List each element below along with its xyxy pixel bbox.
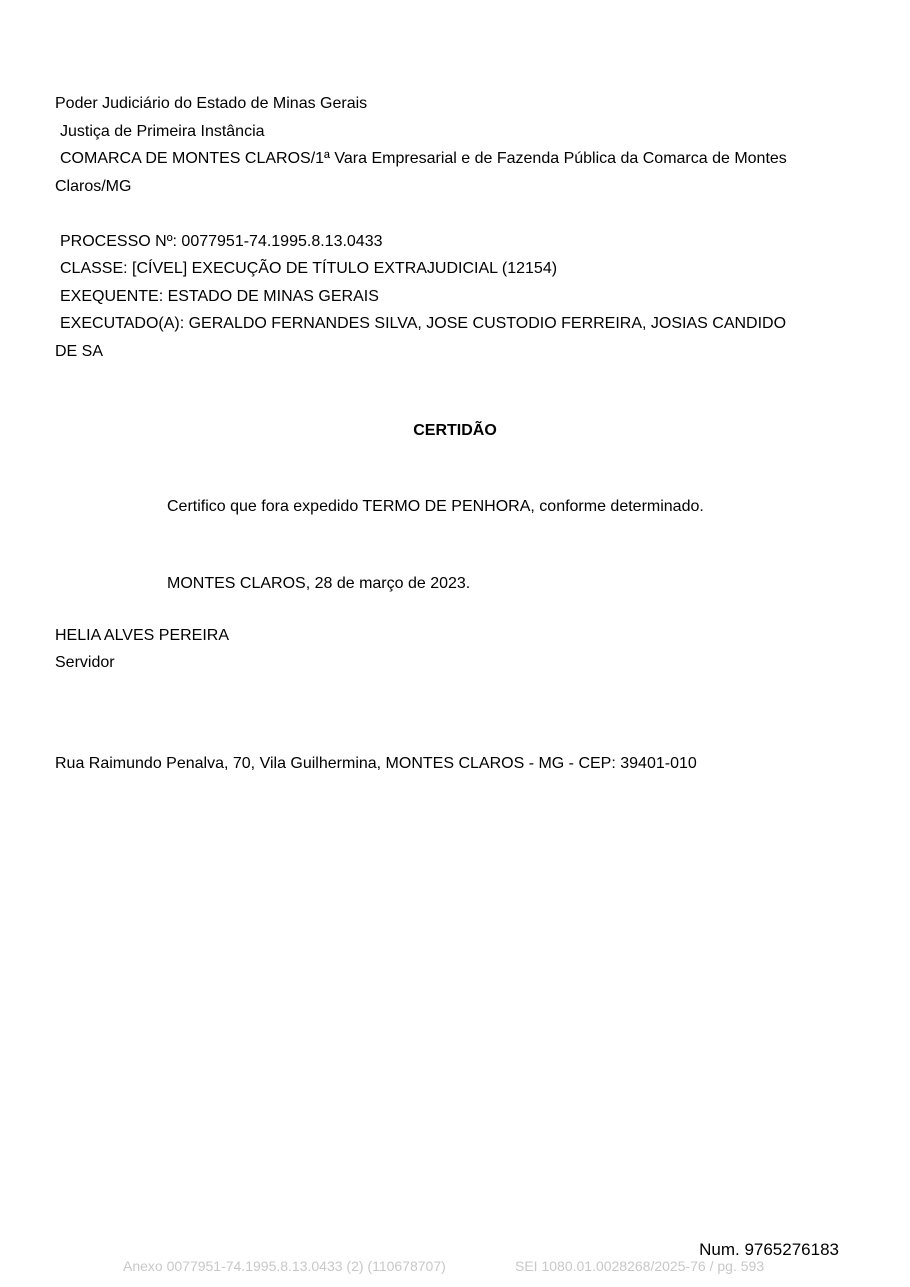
sei-reference: SEI 1080.01.0028268/2025-76 / pg. 593 xyxy=(515,1258,765,1274)
document-number: Num. 9765276183 xyxy=(699,1240,839,1259)
certificate-body: Certifico que fora expedido TERMO DE PENHORA, conforme determinado. xyxy=(167,498,704,515)
court-instance: Justiça de Primeira Instância xyxy=(60,123,265,140)
comarca-line-1: COMARCA DE MONTES CLAROS/1ª Vara Empresarial e de Fazenda Pública da Comarca de Montes xyxy=(60,150,787,167)
case-number: PROCESSO Nº: 0077951-74.1995.8.13.0433 xyxy=(60,233,383,250)
case-plaintiff: EXEQUENTE: ESTADO DE MINAS GERAIS xyxy=(60,288,379,305)
court-name: Poder Judiciário do Estado de Minas Gerais xyxy=(55,95,368,112)
certificate-place-date: MONTES CLAROS, 28 de março de 2023. xyxy=(167,575,471,592)
signer-role: Servidor xyxy=(55,654,115,671)
case-defendants-line-2: DE SA xyxy=(55,343,104,360)
court-address: Rua Raimundo Penalva, 70, Vila Guilhermina, MONTES CLAROS - MG - CEP: 39401-010 xyxy=(55,755,697,772)
annex-reference: Anexo 0077951-74.1995.8.13.0433 (2) (110678707) xyxy=(123,1258,446,1274)
signer-name: HELIA ALVES PEREIRA xyxy=(55,627,230,644)
comarca-line-2: Claros/MG xyxy=(55,178,132,195)
case-defendants-line-1: EXECUTADO(A): GERALDO FERNANDES SILVA, JOSE CUSTODIO FERREIRA, JOSIAS CANDIDO xyxy=(60,315,787,332)
certificate-title: CERTIDÃO xyxy=(413,422,497,439)
case-class: CLASSE: [CÍVEL] EXECUÇÃO DE TÍTULO EXTRAJUDICIAL (12154) xyxy=(60,260,558,277)
